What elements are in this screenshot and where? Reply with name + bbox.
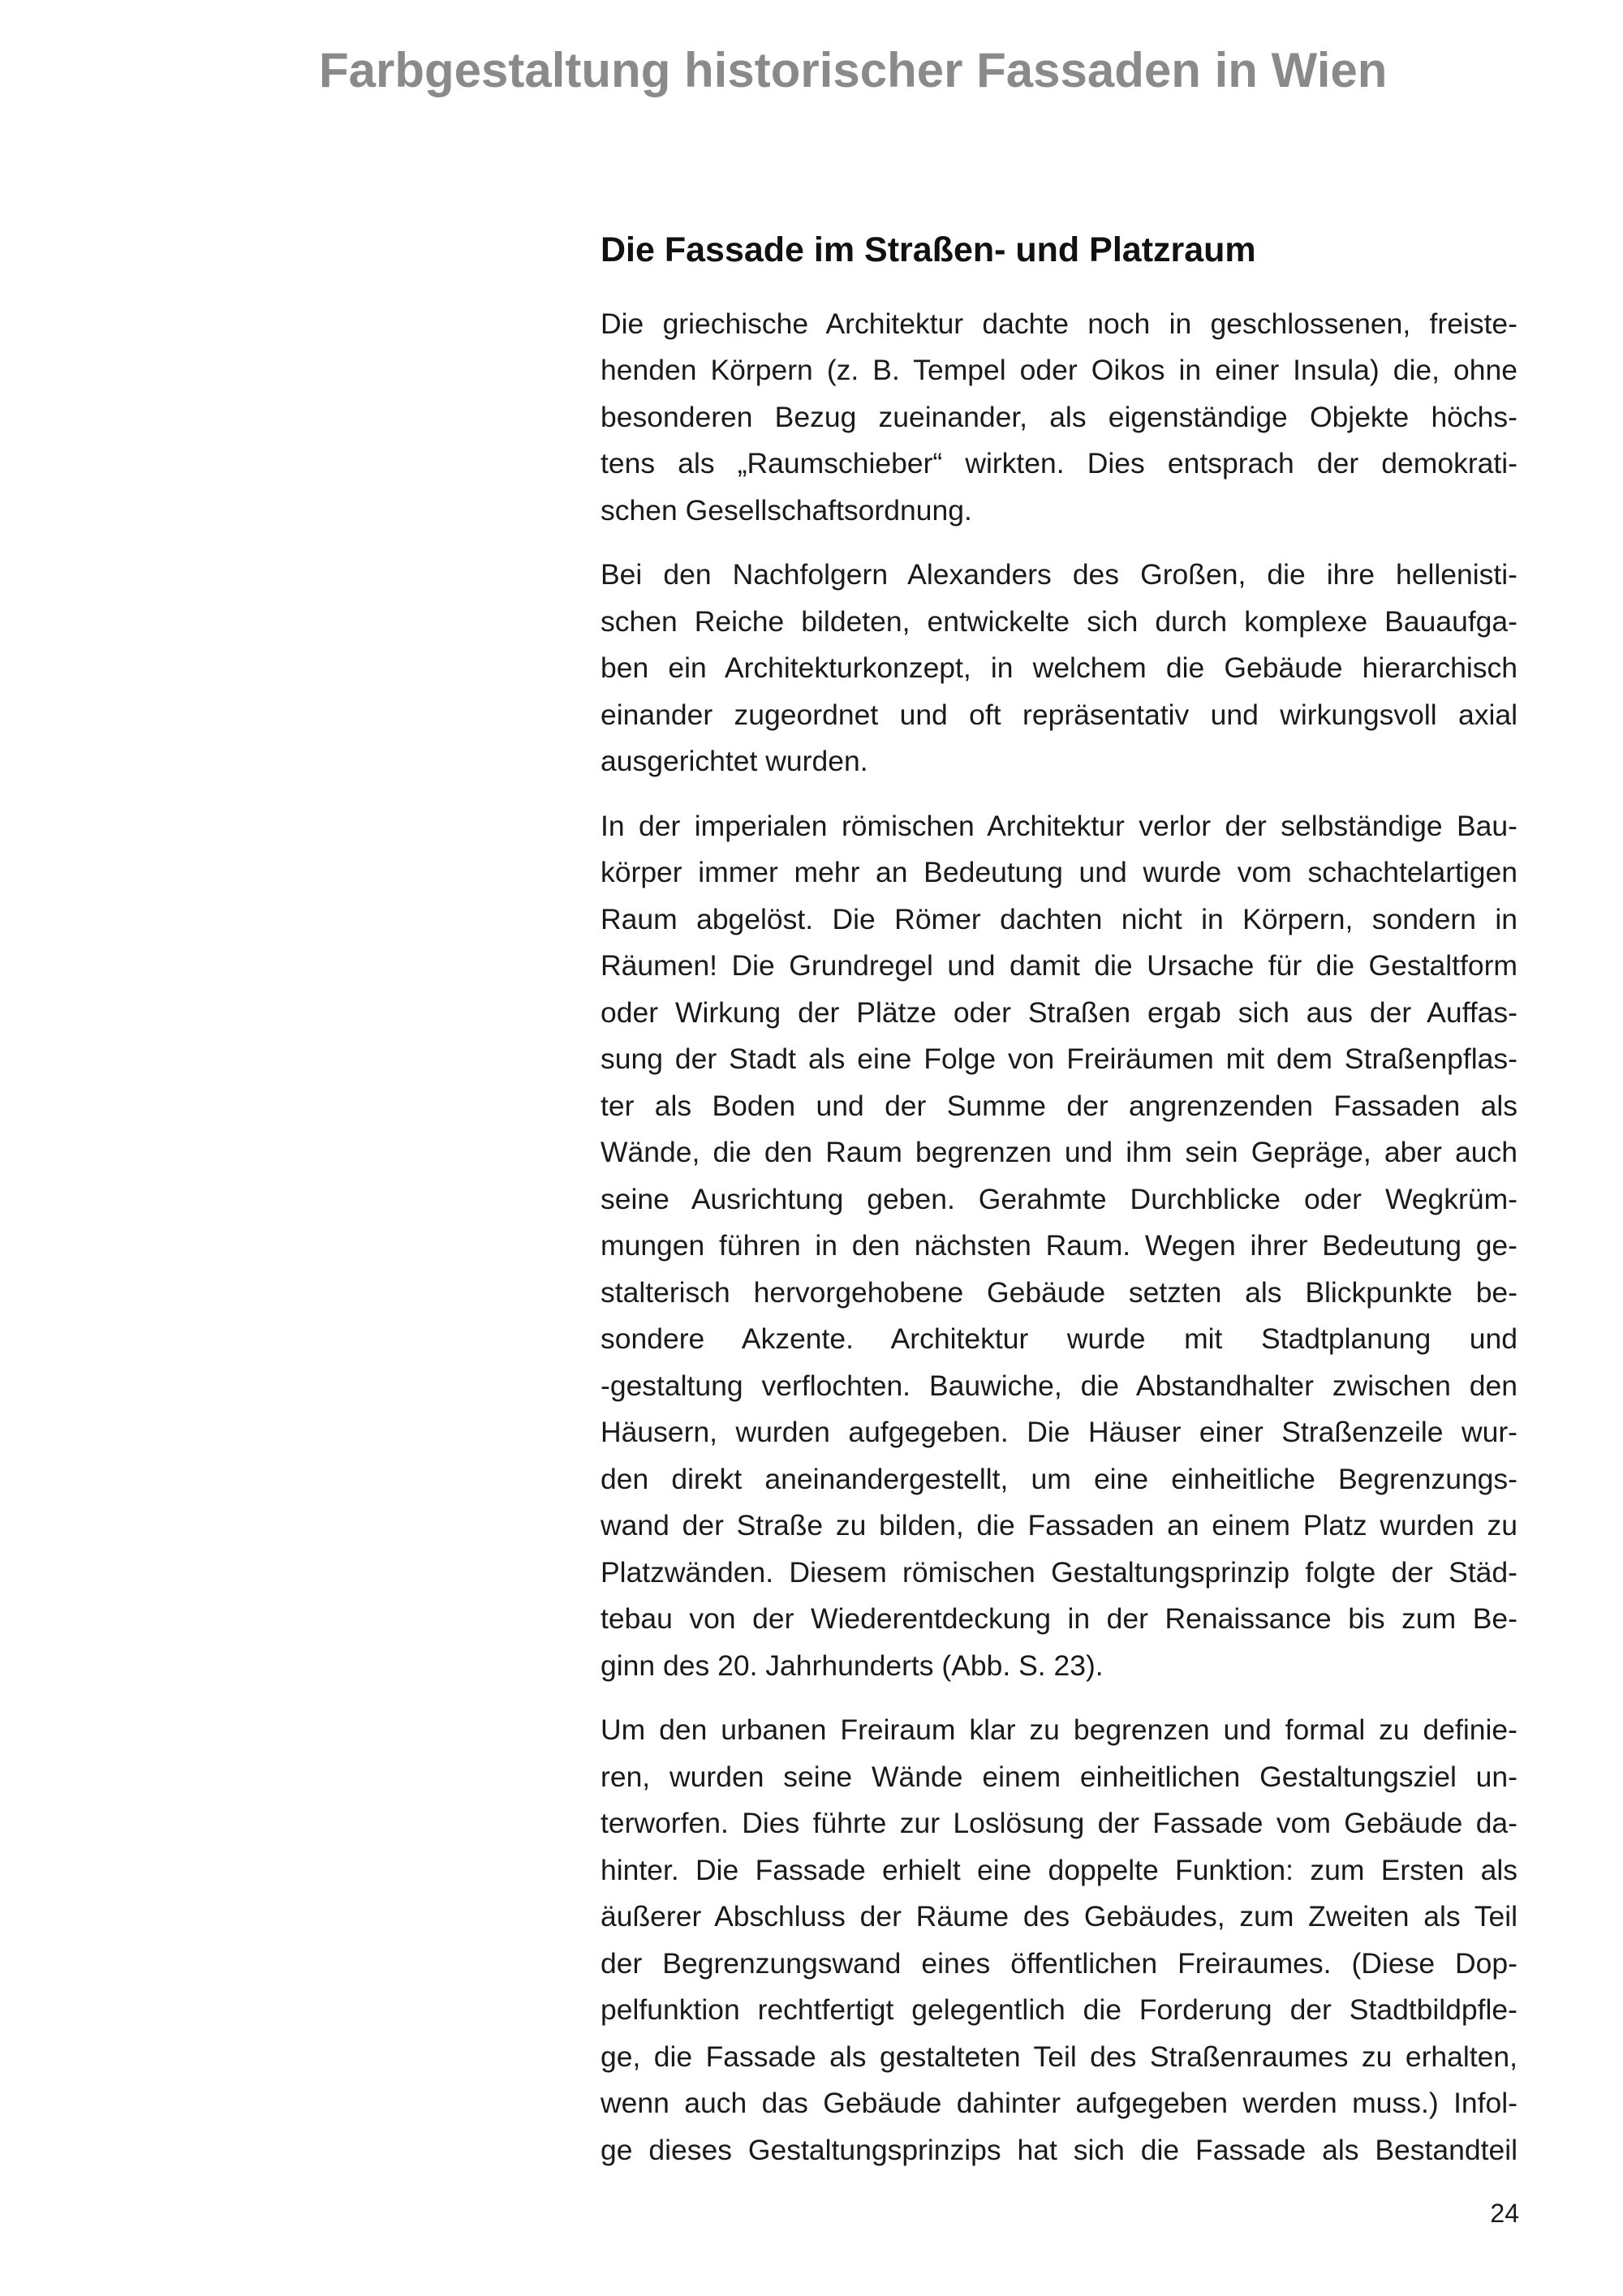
text-line: Bei den Nachfolgern Alexanders des Großen, die ihre hellenisti-: [601, 558, 1518, 591]
text-line: henden Körpern (z. B. Tempel oder Oikos in einer Insula) die, ohne: [601, 354, 1518, 387]
text-line: mungen führen in den nächsten Raum. Wegen ihrer Bedeutung ge-: [601, 1229, 1518, 1262]
text-line: Wände, die den Raum begrenzen und ihm sein Gepräge, aber auch: [601, 1136, 1518, 1169]
text-line: pelfunktion rechtfertigt gelegentlich die Forderung der Stadtbildpfle-: [601, 1993, 1518, 2027]
text-line: den direkt aneinandergestellt, um eine einheitliche Begrenzungs-: [601, 1462, 1518, 1495]
running-header-title: Farbgestaltung historischer Fassaden in Wien: [319, 43, 1388, 97]
text-line: hinter. Die Fassade erhielt eine doppelte Funktion: zum Ersten als: [601, 1853, 1518, 1886]
paragraph: [601, 301, 1518, 535]
paragraph: [601, 552, 1518, 785]
text-line: sondere Akzente. Architektur wurde mit Stadtplanung und: [601, 1322, 1518, 1356]
paragraph: [601, 1707, 1518, 2173]
text-line: besonderen Bezug zueinander, als eigenständige Objekte höchs-: [601, 400, 1518, 433]
section-title: Die Fassade im Straßen- und Platzraum: [601, 230, 1256, 269]
text-line: terworfen. Dies führte zur Loslösung der Fassade vom Gebäude da-: [601, 1807, 1518, 1840]
text-line: ge, die Fassade als gestalteten Teil des Straßenraumes zu erhalten,: [601, 2040, 1518, 2073]
text-line: ausgerichtet wurden.: [601, 745, 868, 778]
text-line: sung der Stadt als eine Folge von Freiräumen mit dem Straßenpflas-: [601, 1043, 1518, 1076]
text-line: stalterisch hervorgehobene Gebäude setzten als Blickpunkte be-: [601, 1275, 1518, 1309]
page-number: 24: [1490, 2199, 1519, 2228]
text-line: körper immer mehr an Bedeutung und wurde vom schachtelartigen: [601, 856, 1518, 889]
text-line: Häusern, wurden aufgegeben. Die Häuser einer Straßenzeile wur-: [601, 1416, 1518, 1449]
text-line: Die griechische Architektur dachte noch in geschlossenen, freiste-: [601, 307, 1518, 340]
text-line: Um den urbanen Freiraum klar zu begrenzen und formal zu definie-: [601, 1713, 1518, 1747]
text-line: schen Reiche bildeten, entwickelte sich durch komplexe Bauaufga-: [601, 604, 1518, 638]
text-line: -gestaltung verflochten. Bauwiche, die Abstandhalter zwischen den: [601, 1369, 1518, 1402]
text-line: In der imperialen römischen Architektur verlor der selbständige Bau-: [601, 809, 1518, 842]
text-line: einander zugeordnet und oft repräsentativ und wirkungsvoll axial: [601, 698, 1518, 731]
paragraph: [601, 803, 1518, 1690]
text-line: tens als „Raumschieber“ wirkten. Dies entsprach der demokrati-: [601, 447, 1518, 480]
text-line: tebau von der Wiederentdeckung in der Renaissance bis zum Be-: [601, 1602, 1518, 1636]
text-line: ren, wurden seine Wände einem einheitlichen Gestaltungsziel un-: [601, 1760, 1518, 1793]
text-line: seine Ausrichtung geben. Gerahmte Durchblicke oder Wegkrüm-: [601, 1182, 1518, 1215]
text-line: oder Wirkung der Plätze oder Straßen ergab sich aus der Auffas-: [601, 995, 1518, 1029]
text-line: ter als Boden und der Summe der angrenzenden Fassaden als: [601, 1089, 1518, 1122]
text-line: wand der Straße zu bilden, die Fassaden an einem Platz wurden zu: [601, 1509, 1518, 1542]
text-line: ben ein Architekturkonzept, in welchem die Gebäude hierarchisch: [601, 651, 1518, 685]
text-line: äußerer Abschluss der Räume des Gebäudes, zum Zweiten als Teil: [601, 1900, 1518, 1933]
text-line: Platzwänden. Diesem römischen Gestaltungsprinzip folgte der Städ-: [601, 1555, 1518, 1589]
text-line: schen Gesellschaftsordnung.: [601, 493, 972, 527]
text-line: Raum abgelöst. Die Römer dachten nicht in Körpern, sondern in: [601, 902, 1518, 935]
text-line: ge dieses Gestaltungsprinzips hat sich die Fassade als Bestandteil: [601, 2133, 1518, 2166]
text-line: der Begrenzungswand eines öffentlichen Freiraumes. (Diese Dop-: [601, 1946, 1518, 1980]
body-text: [601, 301, 1518, 2174]
main-content: [601, 230, 1518, 2191]
text-line: ginn des 20. Jahrhunderts (Abb. S. 23).: [601, 1649, 1104, 1682]
text-line: Räumen! Die Grundregel und damit die Ursache für die Gestaltform: [601, 949, 1518, 982]
text-line: wenn auch das Gebäude dahinter aufgegeben werden muss.) Infol-: [601, 2087, 1518, 2120]
